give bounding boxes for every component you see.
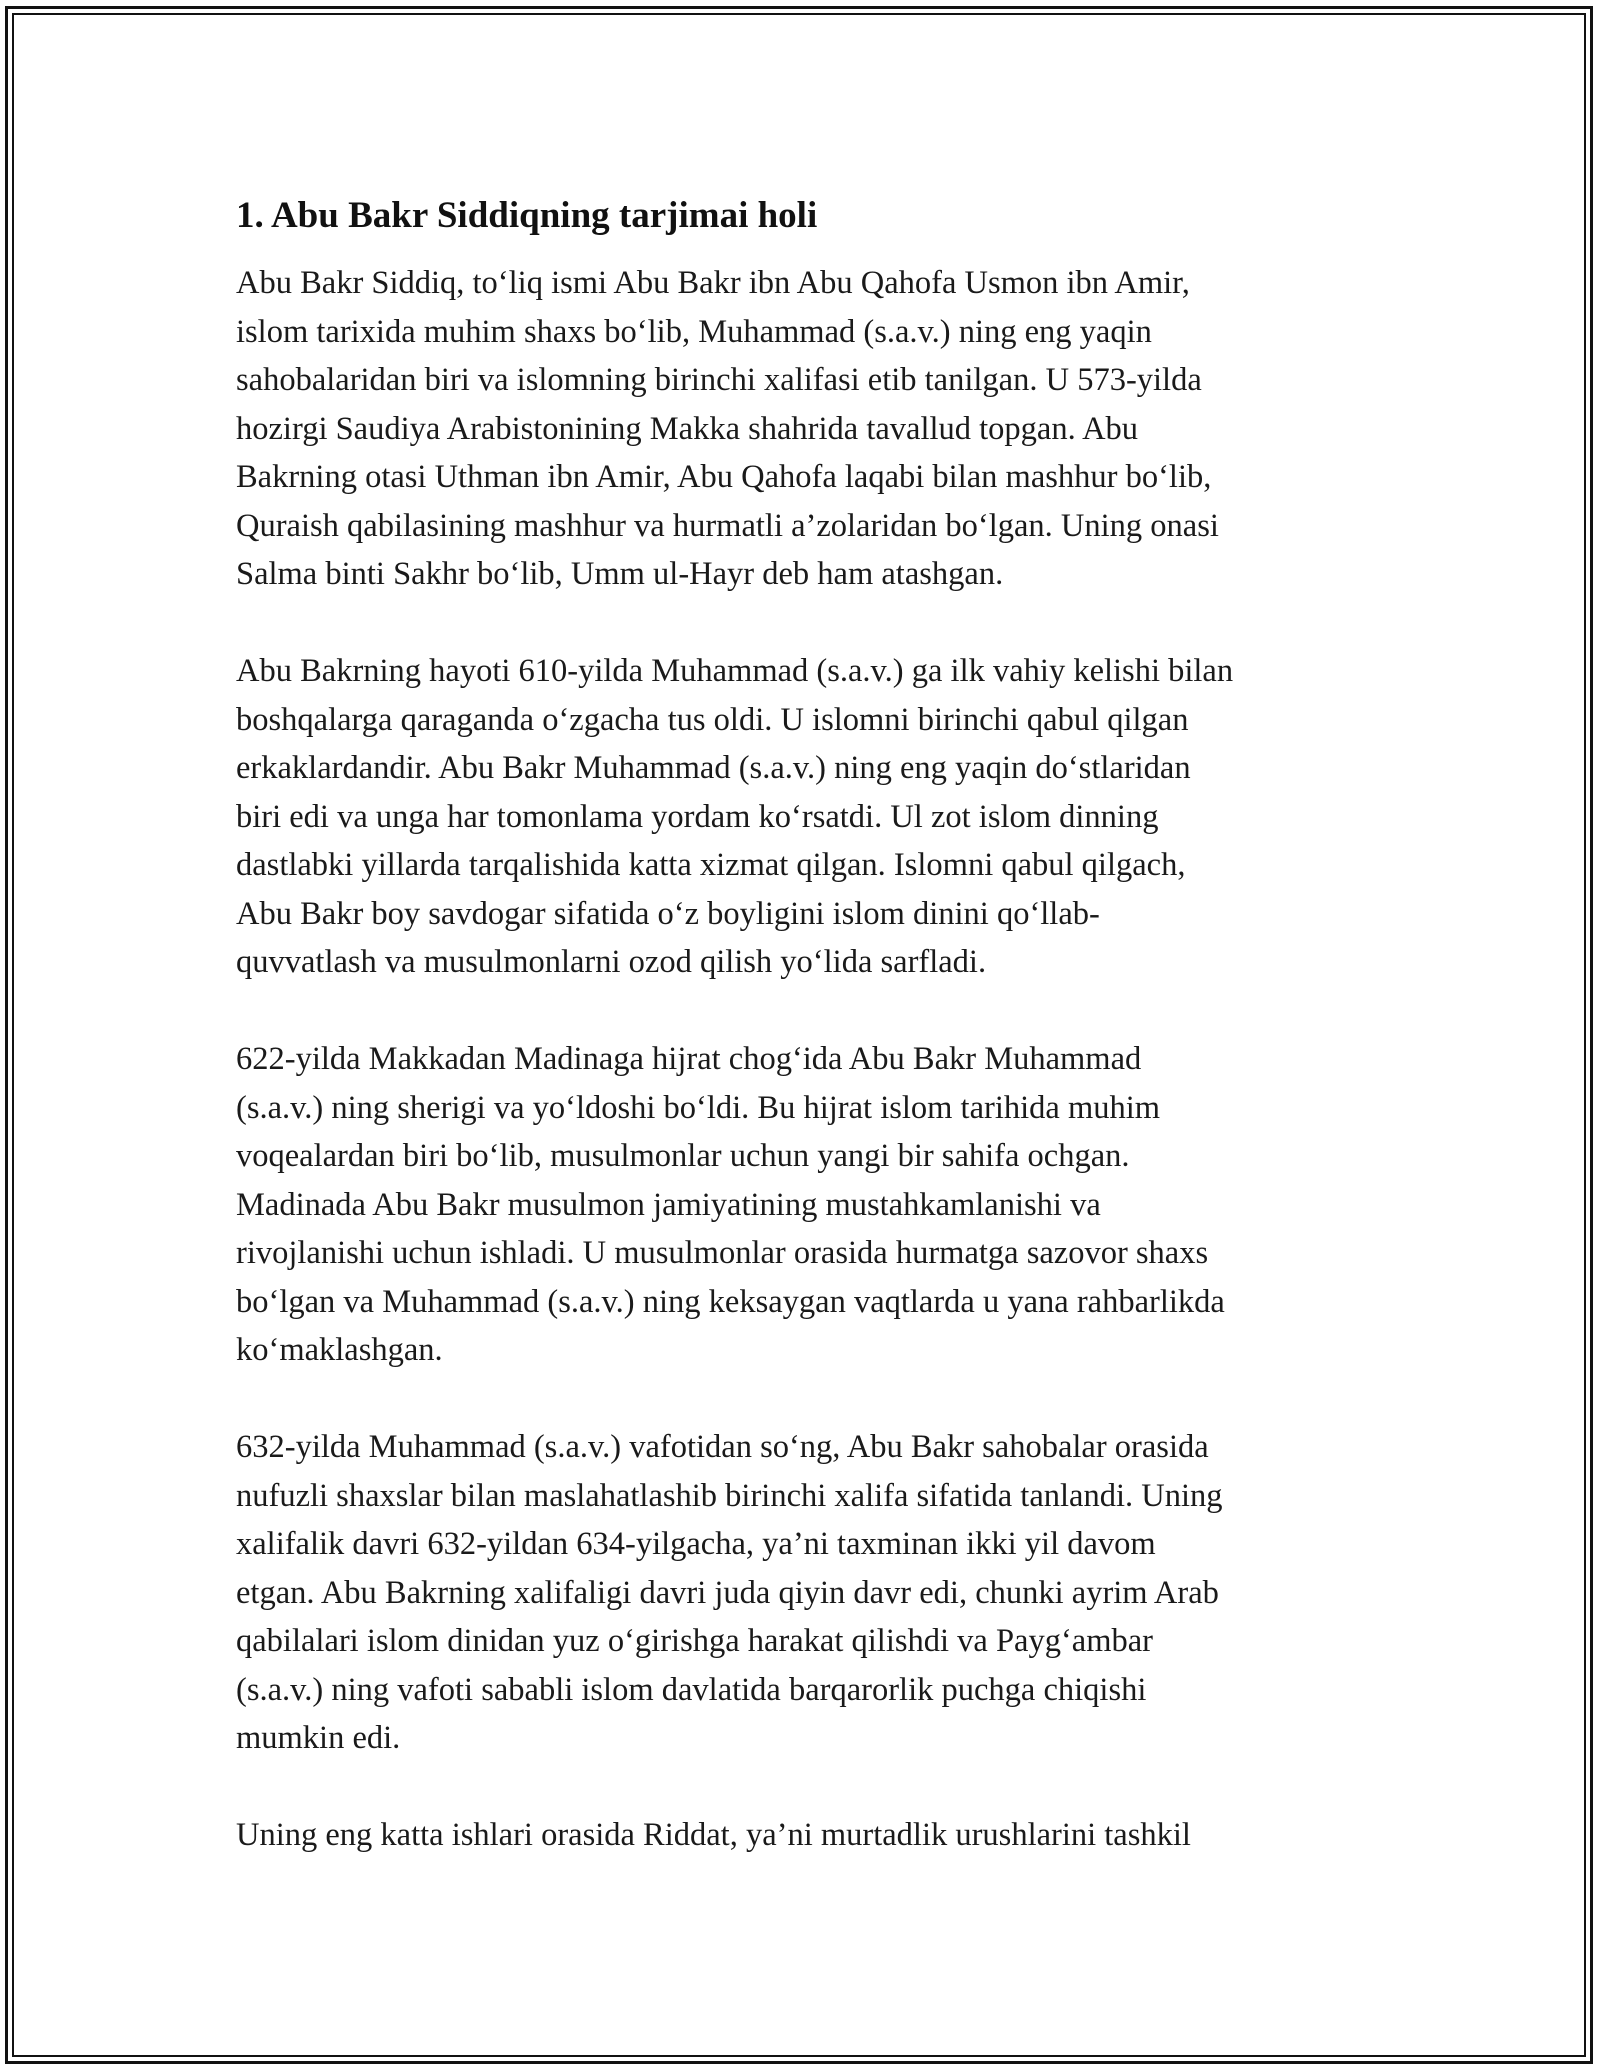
paragraph-line: qabilalari islom dinidan yuz o‘girishga harakat qilishdi va Payg‘ambar (236, 1623, 1153, 1659)
paragraph-line: mumkin edi. (236, 1720, 401, 1756)
paragraph-line: nufuzli shaxslar bilan maslahatlashib birinchi xalifa sifatida tanlandi. Uning (236, 1477, 1223, 1514)
paragraph-line: ko‘maklashgan. (236, 1332, 443, 1368)
paragraph-line: biri edi va unga har tomonlama yordam ko‘rsatdi. Ul zot islom dinning (236, 798, 1159, 835)
paragraph (236, 647, 1366, 987)
document-body (236, 190, 1366, 1908)
paragraph-line: Madinada Abu Bakr musulmon jamiyatining mustahkamlanishi va (236, 1186, 1101, 1223)
paragraph-line: quvvatlash va musulmonlarni ozod qilish yo‘lida sarfladi. (236, 944, 987, 980)
paragraph-line: erkaklardandir. Abu Bakr Muhammad (s.a.v.) ning eng yaqin do‘stlaridan (236, 750, 1191, 786)
paragraph-line: (s.a.v.) ning vafoti sababli islom davlatida barqarorlik puchga chiqishi (236, 1671, 1147, 1708)
paragraph (236, 1811, 1366, 1860)
paragraph-line: hozirgi Saudiya Arabistonining Makka shahrida tavallud topgan. Abu (236, 410, 1139, 447)
paragraph-line: 622-yilda Makkadan Madinaga hijrat chog‘ida Abu Bakr Muhammad (236, 1041, 1142, 1077)
paragraph-line: sahobalaridan biri va islomning birinchi xalifasi etib tanilgan. U 573-yilda (236, 362, 1202, 398)
paragraph-line: (s.a.v.) ning sherigi va yo‘ldoshi bo‘ldi. Bu hijrat islom tarihida muhim (236, 1089, 1161, 1126)
paragraph (236, 259, 1366, 599)
paragraph-line: Salma binti Sakhr bo‘lib, Umm ul-Hayr deb ham atashgan. (236, 556, 1004, 592)
paragraph-line: boshqalarga qaraganda o‘zgacha tus oldi. U islomni birinchi qabul qilgan (236, 701, 1189, 738)
paragraph-line: Abu Bakrning hayoti 610-yilda Muhammad (s.a.v.) ga ilk vahiy kelishi bilan (236, 653, 1234, 689)
paragraphs-container (236, 259, 1366, 1860)
paragraph-line: Abu Bakr Siddiq, to‘liq ismi Abu Bakr ibn Abu Qahofa Usmon ibn Amir, (236, 265, 1190, 301)
paragraph-line: islom tarixida muhim shaxs bo‘lib, Muhammad (s.a.v.) ning eng yaqin (236, 313, 1152, 350)
paragraph-line: etgan. Abu Bakrning xalifaligi davri juda qiyin davr edi, chunki ayrim Arab (236, 1574, 1219, 1611)
paragraph-line: Quraish qabilasining mashhur va hurmatli a’zolaridan bo‘lgan. Uning onasi (236, 507, 1219, 544)
paragraph (236, 1423, 1366, 1763)
paragraph-line: xalifalik davri 632-yildan 634-yilgacha, ya’ni taxminan ikki yil davom (236, 1526, 1156, 1562)
paragraph-line: Uning eng katta ishlari orasida Riddat, ya’ni murtadlik urushlarini tashkil (236, 1817, 1191, 1853)
paragraph-line: Abu Bakr boy savdogar sifatida o‘z boyligini islom dinini qo‘llab- (236, 895, 1100, 932)
paragraph-line: rivojlanishi uchun ishladi. U musulmonlar orasida hurmatga sazovor shaxs (236, 1235, 1209, 1271)
paragraph-line: 632-yilda Muhammad (s.a.v.) vafotidan so‘ng, Abu Bakr sahobalar orasida (236, 1429, 1209, 1465)
paragraph-line: voqealardan biri bo‘lib, musulmonlar uchun yangi bir sahifa ochgan. (236, 1138, 1130, 1174)
paragraph-line: Bakrning otasi Uthman ibn Amir, Abu Qahofa laqabi bilan mashhur bo‘lib, (236, 459, 1212, 495)
paragraph-line: bo‘lgan va Muhammad (s.a.v.) ning keksaygan vaqtlarda u yana rahbarlikda (236, 1283, 1225, 1320)
paragraph (236, 1035, 1366, 1375)
document-title: 1. Abu Bakr Siddiqning tarjimai holi (236, 195, 818, 236)
paragraph-line: dastlabki yillarda tarqalishida katta xizmat qilgan. Islomni qabul qilgach, (236, 847, 1186, 883)
